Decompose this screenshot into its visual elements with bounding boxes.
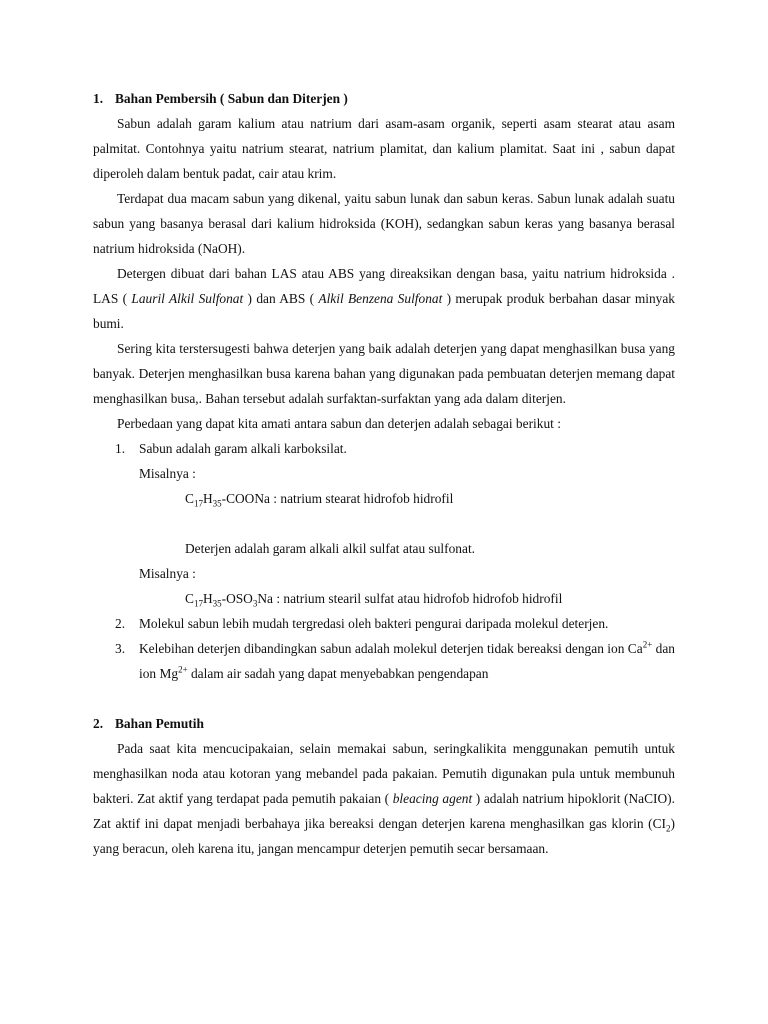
section-heading-bleach	[93, 711, 675, 736]
paragraph-foam: Sering kita terstersugesti bahwa deterjen yang baik adalah deterjen yang dapat menghasilkan busa yang banyak. Deterjen menghasilkan busa karena bahan yang digunakan pada pembuatan deterjen memang dapat menghasilkan busa,. Bahan tersebut adalah surfaktan-surfaktan yang ada dalam diterjen.	[93, 341, 675, 406]
example-label: Misalnya :	[139, 466, 196, 481]
section-heading-cleaning-agents	[93, 86, 675, 111]
list-item: 2. Molekul sabun lebih mudah tergredasi oleh bakteri pengurai daripada molekul deterjen.	[115, 616, 609, 631]
term-bleaching-agent: bleacing agent	[392, 791, 473, 806]
section-title: Bahan Pemutih	[115, 716, 204, 731]
paragraph-differences-intro: Perbedaan yang dapat kita amati antara sabun dan deterjen adalah sebagai berikut :	[117, 416, 561, 431]
section-number: 2.	[93, 716, 104, 731]
paragraph-detergen-materials: Detergen dibuat dari bahan LAS atau ABS yang direaksikan dengan basa, yaitu natrium hidroksida . LAS ( Lauril Alkil Sulfonat ) dan ABS ( Alkil Benzena Sulfonat ) merupak produk berbahan dasar minyak bumi.	[93, 266, 675, 331]
differences-list	[93, 436, 675, 686]
formula-sodium-stearyl-sulfate: $C_{17}H_{35}-OSO_3Na$ : natrium stearil sulfat atau hidrofob hidrofob hidrofil	[185, 591, 563, 609]
term-abs: Alkil Benzena Sulfonat	[318, 291, 443, 306]
paragraph-bleach: Pada saat kita mencucipakaian, selain memakai sabun, seringkalikita menggunakan pemutih untuk menghasilkan noda atau kotoran yang mebandel pada pakaian. Pemutih digunakan pula untuk membunuh bakteri. Zat aktif yang terdapat pada pemutih pakaian ( bleacing agent ) adalah natrium hipoklorit (NaCIO). Zat aktif ini dapat menjadi berbahaya jika bereaksi dengan deterjen karena menghasilkan gas klorin $(CI_2)$ yang beracun, oleh karena itu, jangan mencampur deterjen pemutih secar bersamaan.	[93, 741, 675, 856]
formula-sodium-stearate: $C_{17}H_{35}$-COONa : natrium stearat hidrofob hidrofil	[185, 491, 454, 509]
paragraph-soap-types: Terdapat dua macam sabun yang dikenal, yaitu sabun lunak dan sabun keras. Sabun lunak adalah suatu sabun yang basanya berasal dari kalium hidroksida (KOH), sedangkan sabun keras yang basanya berasal natrium hidroksida (NaOH).	[93, 191, 675, 256]
section-title: Bahan Pembersih ( Sabun dan Diterjen )	[115, 91, 348, 106]
term-las: Lauril Alkil Sulfonat	[131, 291, 244, 306]
detergent-definition: Deterjen adalah garam alkali alkil sulfat atau sulfonat.	[185, 541, 476, 556]
list-item: 1. Sabun adalah garam alkali karboksilat.	[115, 441, 347, 456]
section-number: 1.	[93, 91, 104, 106]
paragraph-soap-definition: Sabun adalah garam kalium atau natrium dari asam-asam organik, seperti asam stearat atau asam palmitat. Contohnya yaitu natrium stearat, natrium plamitat, dan kalium plamitat. Saat ini , sabun dapat diperoleh dalam bentuk padat, cair atau krim.	[93, 116, 675, 181]
example-label: Misalnya :	[139, 566, 196, 581]
list-item: 3. Kelebihan deterjen dibandingkan sabun adalah molekul deterjen tidak bereaksi dengan ion $Ca^{2+}$ dan ion $Mg^{2+}$ dalam air sadah yang dapat menyebabkan pengendapan	[115, 639, 676, 681]
